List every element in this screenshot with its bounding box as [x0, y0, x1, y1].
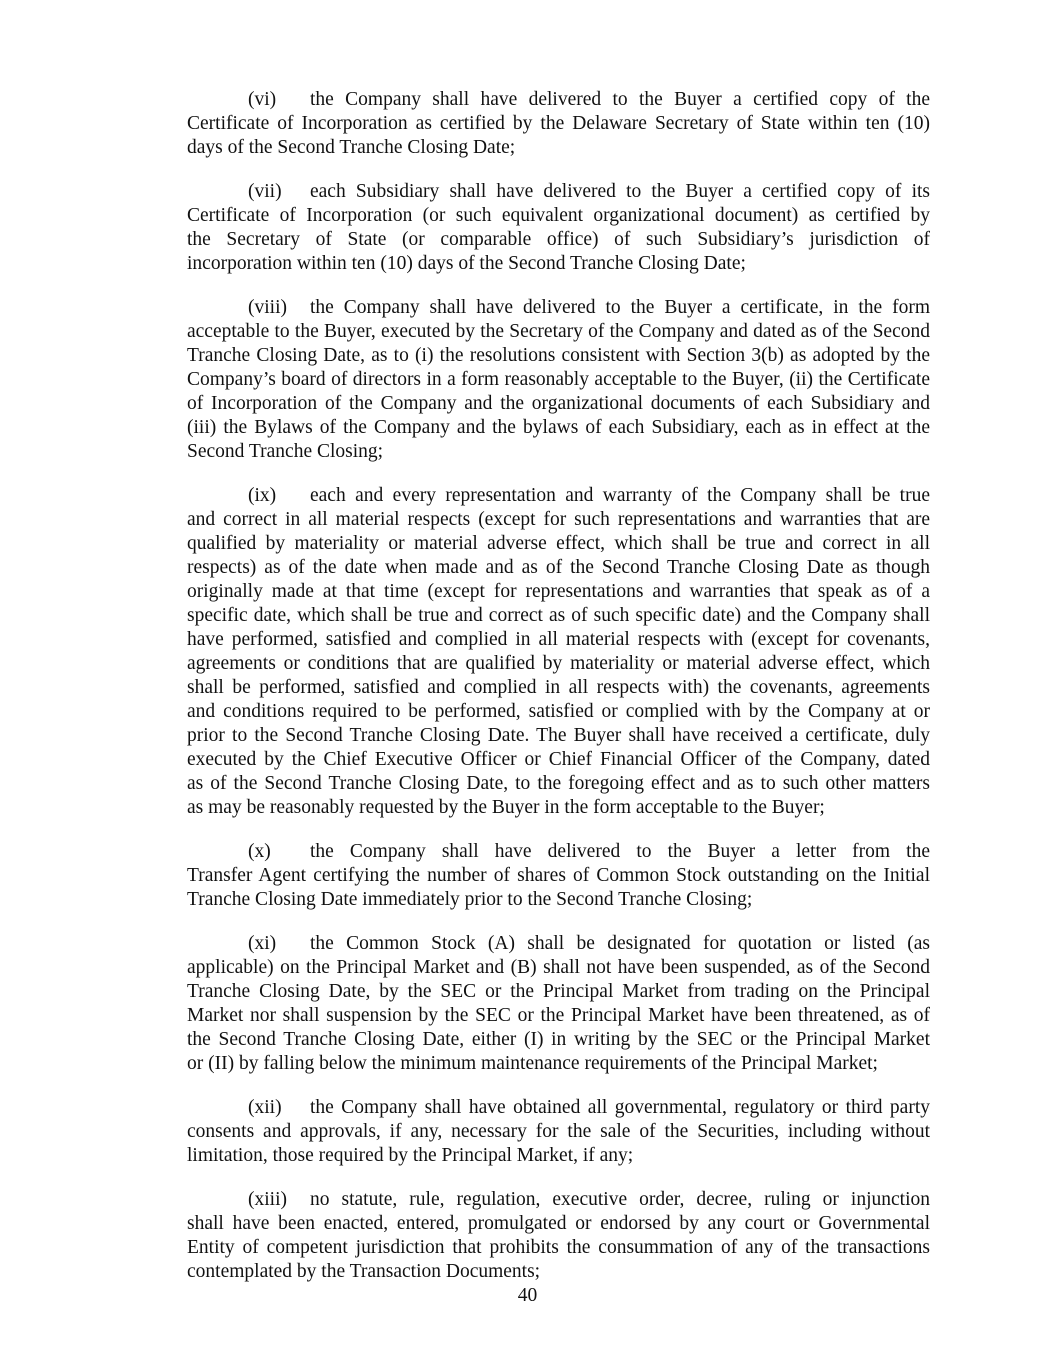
clause-line: and conditions required to be performed, satisfied or complied with by the Company at or [187, 701, 930, 722]
clause-line: shall have been enacted, entered, promulgated or endorsed by any court or Governmental [187, 1213, 930, 1234]
clause-line: as of the Second Tranche Closing Date, to the foregoing effect and as to such other matters [187, 773, 930, 794]
clause-first-line [187, 296, 930, 320]
clause-line: Transfer Agent certifying the number of shares of Common Stock outstanding on the Initial [187, 865, 930, 886]
clause-label: (vi) [248, 89, 277, 110]
clause-label: (xi) [248, 933, 277, 954]
clause-first-line [187, 1096, 930, 1120]
clause-line: Company’s board of directors in a form reasonably acceptable to the Buyer, (ii) the Certificate [187, 369, 930, 390]
clause-paragraph [187, 932, 930, 1076]
clause-line: Second Tranche Closing; [187, 441, 384, 462]
clause-paragraph [187, 484, 930, 820]
clause-text: the Company shall have delivered to the Buyer a certified copy of the [310, 89, 930, 110]
clause-line: contemplated by the Transaction Documents; [187, 1261, 541, 1282]
clause-text: no statute, rule, regulation, executive order, decree, ruling or injunction [310, 1189, 930, 1210]
clause-paragraph [187, 180, 930, 276]
clause-line: Certificate of Incorporation (or such equivalent organizational document) as certified by [187, 205, 930, 226]
clause-line: prior to the Second Tranche Closing Date. The Buyer shall have received a certificate, duly [187, 725, 930, 746]
clause-line: acceptable to the Buyer, executed by the Secretary of the Company and dated as of the Second [187, 321, 930, 342]
clause-line: and correct in all material respects (except for such representations and warranties that are [187, 509, 930, 530]
clause-text: the Common Stock (A) shall be designated for quotation or listed (as [310, 933, 930, 954]
clause-line: Market nor shall suspension by the SEC or the Principal Market have been threatened, as of [187, 1005, 930, 1026]
clause-text: each and every representation and warranty of the Company shall be true [310, 485, 930, 506]
clause-line: (iii) the Bylaws of the Company and the bylaws of each Subsidiary, each as in effect at the [187, 417, 930, 438]
clause-first-line [187, 180, 930, 204]
clause-label: (x) [248, 841, 271, 862]
clause-text: the Company shall have delivered to the Buyer a certificate, in the form [310, 297, 930, 318]
clause-line: or (II) by falling below the minimum maintenance requirements of the Principal Market; [187, 1053, 878, 1074]
clause-line: originally made at that time (except for representations and warranties that speak as of a [187, 581, 930, 602]
clause-line: shall be performed, satisfied and complied in all respects with) the covenants, agreements [187, 677, 930, 698]
clause-first-line [187, 840, 930, 864]
clause-line: incorporation within ten (10) days of the Second Tranche Closing Date; [187, 253, 746, 274]
clause-first-line [187, 88, 930, 112]
clause-line: consents and approvals, if any, necessary for the sale of the Securities, including without [187, 1121, 930, 1142]
clause-line: agreements or conditions that are qualified by materiality or material adverse effect, which [187, 653, 930, 674]
clause-paragraph [187, 88, 930, 160]
clause-line: as may be reasonably requested by the Buyer in the form acceptable to the Buyer; [187, 797, 825, 818]
clause-first-line [187, 1188, 930, 1212]
document-body [187, 88, 930, 1284]
clause-line: Entity of competent jurisdiction that prohibits the consummation of any of the transactions [187, 1237, 930, 1258]
page-number: 40 [517, 1285, 538, 1306]
clause-label: (xii) [248, 1097, 282, 1118]
page [0, 88, 1055, 1308]
clause-label: (vii) [248, 181, 282, 202]
clause-first-line [187, 484, 930, 508]
clause-line: have performed, satisfied and complied in all material respects with (except for covenants, [187, 629, 930, 650]
clause-line: Tranche Closing Date, by the SEC or the Principal Market from trading on the Principal [187, 981, 930, 1002]
clause-paragraph [187, 296, 930, 464]
clause-line: Certificate of Incorporation as certified by the Delaware Secretary of State within ten (10) [187, 113, 930, 134]
clause-first-line [187, 932, 930, 956]
clause-label: (viii) [248, 297, 287, 318]
clause-label: (ix) [248, 485, 277, 506]
clause-label: (xiii) [248, 1189, 287, 1210]
clause-paragraph [187, 1096, 930, 1168]
clause-paragraph [187, 840, 930, 912]
clause-text: each Subsidiary shall have delivered to the Buyer a certified copy of its [310, 181, 930, 202]
clause-line: applicable) on the Principal Market and (B) shall not have been suspended, as of the Second [187, 957, 930, 978]
clause-line: the Secretary of State (or comparable office) of such Subsidiary’s jurisdiction of [187, 229, 930, 250]
clause-line: executed by the Chief Executive Officer or Chief Financial Officer of the Company, dated [187, 749, 930, 770]
clause-line: Tranche Closing Date, as to (i) the resolutions consistent with Section 3(b) as adopted by the [187, 345, 930, 366]
clause-line: limitation, those required by the Principal Market, if any; [187, 1145, 634, 1166]
clause-line: specific date, which shall be true and correct as of such specific date) and the Company shall [187, 605, 930, 626]
clause-line: the Second Tranche Closing Date, either (I) in writing by the SEC or the Principal Market [187, 1029, 930, 1050]
clause-text: the Company shall have obtained all governmental, regulatory or third party [310, 1097, 930, 1118]
clause-line: respects) as of the date when made and as of the Second Tranche Closing Date as though [187, 557, 930, 578]
clause-line: of Incorporation of the Company and the organizational documents of each Subsidiary and [187, 393, 930, 414]
clause-text: the Company shall have delivered to the Buyer a letter from the [310, 841, 930, 862]
clause-line: Tranche Closing Date immediately prior to the Second Tranche Closing; [187, 889, 753, 910]
clause-paragraph [187, 1188, 930, 1284]
clause-line: qualified by materiality or material adverse effect, which shall be true and correct in all [187, 533, 930, 554]
clause-line: days of the Second Tranche Closing Date; [187, 137, 516, 158]
